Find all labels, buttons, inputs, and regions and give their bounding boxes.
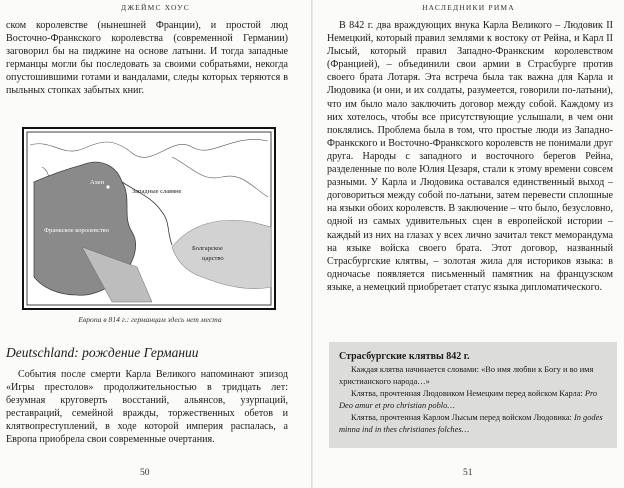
oath-intro: Каждая клятва начинается словами: «Во имя любви к Богу и во имя христианского народа…» <box>339 365 594 386</box>
oath-charles <box>339 412 609 436</box>
map-label-bulgarian-1: Болгарское <box>192 245 223 252</box>
oath-louis-label: Клятва, прочтенная Людовиком Немецким перед войском Карла: <box>351 389 583 398</box>
oath-charles-label: Клятва, прочтенная Карлом Лысым перед войском Людовика: <box>351 413 572 422</box>
map-label-bulgarian-2: царство <box>202 255 224 262</box>
aachen-dot <box>106 185 109 188</box>
left-paragraph-1: ском королевстве (нынешней Франции), и простой люд Восточно-Франкского королевства (современной Германии) заговорил бы на пиджине на основе латыни. И тогда западные германцы могли бы последовать за своими собратьями, некогда опустошившими готами и вандалами, следы которых теряются в пыльных стопках забытых книг. <box>6 20 288 97</box>
sidebar-title: Страсбургские клятвы 842 г. <box>339 351 470 362</box>
running-head-left: ДЖЕЙМС ХОУС <box>121 3 190 12</box>
sidebar-box <box>329 342 617 448</box>
sidebar-text <box>339 364 609 436</box>
page-number-right: 51 <box>463 468 473 478</box>
section-heading: Deutschland: рождение Германии <box>6 345 199 360</box>
map-caption: Европа в 814 г.: германцам здесь нет места <box>78 315 222 324</box>
right-page <box>313 0 624 488</box>
page-number-left: 50 <box>140 468 150 478</box>
left-paragraph-2: События после смерти Карла Великого напоминают эпизод «Игры престолов» продолжительностью в тридцать лет: безумная круговерть восстаний, альянсов, узурпаций, реставраций, семейной вражды, торжественных обетов и клятвопреступлений, в ходе которой империя распалась, а Европа приобрела свои современные очертания. <box>6 369 288 446</box>
map-label-west-slavs: Западные славяне <box>132 188 182 195</box>
oath-louis-quote: Pro Deo amur et pro christian poblo… <box>339 389 598 410</box>
oath-charles-quote: In godes minna ind in thes christianes folches… <box>339 413 603 434</box>
right-paragraph-1: В 842 г. два враждующих внука Карла Великого – Людовик II Немецкий, который правил землями к востоку от Рейна, и Карл II Лысый, который правил Западно-Франкским королевством (Францией), – объединили свои армии в Страсбурге против своего брата Лотаря. Эта встреча была так важна для Карла и Людовика (и они, и их солдаты, разумеется, говорили по-латыни), что им было мало заключить договор между собой. Каждому из них хотелось, чтобы все присутствующие услышали, в чем они поклялись. Проблема была в том, что простые люди из Западно-Франкского и Восточно-Франкского королевств не понимали друг друга. Народы с западного и восточного берегов Рейна, разделенные по воле Юлия Цезаря, стали к этому времени совсем разными. У Карла и Людовика оставался единственный выход – договориться между собой по-латыни, затем перевести сплошные на языки обоих королевств. В заключение – что было, безусловно, одной из самых удивительных сцен в европейской истории – каждый из них на глазах у всех лично зачитал текст меморандума на языке войска своего брата. Этот договор, названный Страсбургские клятвы, – золотая жила для историков языка: в одночасье появляется письменный памятник на французском языке, а немецкий приобретает статус языка дипломатического. <box>327 20 613 293</box>
map-label-aachen: Ахен <box>90 179 105 186</box>
left-page <box>0 0 311 488</box>
oath-louis <box>339 388 609 412</box>
europe-map <box>22 127 276 310</box>
map-label-frankish: Франкское королевство <box>44 227 109 234</box>
running-head-right: НАСЛЕДНИКИ РИМА <box>422 3 515 12</box>
